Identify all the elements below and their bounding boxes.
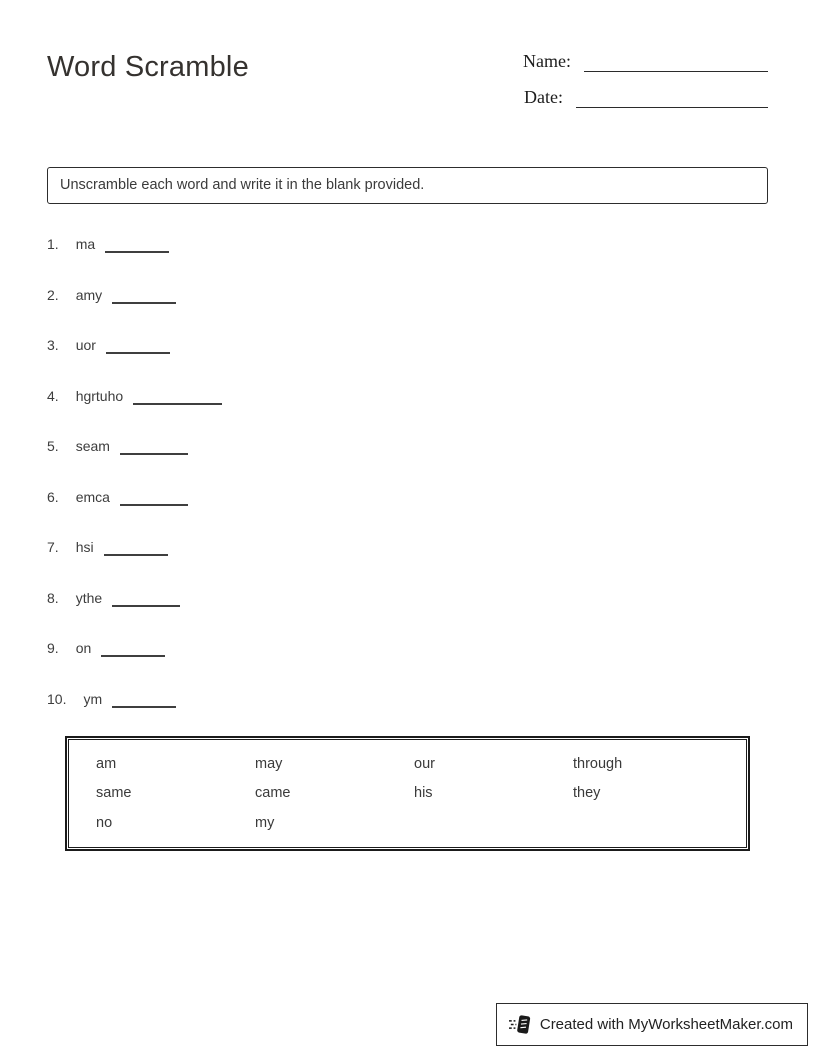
problem-number: 7. — [47, 539, 59, 555]
scrambled-word: hgrtuho — [75, 387, 124, 404]
answer-blank — [112, 694, 176, 708]
date-field-row — [523, 87, 768, 108]
name-date-block — [523, 51, 768, 123]
page-title: Word Scramble — [47, 51, 249, 83]
problem-number: 4. — [47, 387, 59, 404]
problem-row — [47, 235, 768, 254]
scrambled-word: on — [75, 640, 92, 656]
word-bank-word: through — [573, 756, 623, 772]
answer-blank — [101, 643, 165, 657]
answer-blank — [112, 593, 180, 607]
footer-text: Created with MyWorksheetMaker.com — [539, 1016, 793, 1033]
scrambled-word: seam — [75, 438, 110, 454]
instructions-text: Unscramble each word and write it in the blank provided. — [60, 177, 425, 193]
word-bank-word: they — [573, 785, 601, 802]
problem-number: 5. — [47, 438, 59, 454]
problem-number: 3. — [47, 337, 59, 353]
problem-row — [47, 639, 768, 658]
problem-number: 9. — [47, 640, 59, 656]
problem-row — [47, 387, 768, 406]
name-label: Name: — [523, 51, 571, 71]
word-bank-word: his — [414, 785, 433, 802]
problem-number: 1. — [47, 236, 59, 252]
problem-number: 8. — [47, 589, 59, 606]
answer-blank — [112, 290, 176, 304]
answer-blank — [120, 492, 188, 506]
scrambled-word: amy — [75, 286, 103, 303]
scrambled-word: ma — [75, 236, 96, 252]
date-write-line — [576, 94, 768, 108]
problem-row — [47, 286, 768, 305]
problem-number: 2. — [47, 286, 59, 303]
problem-row — [47, 589, 768, 608]
name-field-row — [523, 51, 768, 72]
scrambled-word: uor — [75, 337, 96, 353]
answer-blank — [106, 340, 170, 354]
word-bank-word: my — [255, 814, 275, 831]
word-bank-word: came — [255, 785, 291, 802]
word-bank-word: am — [96, 756, 117, 772]
date-label: Date: — [524, 87, 563, 107]
scrambled-word: ym — [83, 690, 103, 707]
problem-number: 10. — [47, 690, 67, 707]
worksheet-header — [47, 47, 768, 123]
problem-number: 6. — [47, 488, 59, 505]
created-with-badge — [496, 1003, 808, 1046]
problem-row — [47, 437, 768, 456]
problem-row — [47, 690, 768, 709]
scrambled-word: hsi — [75, 539, 94, 555]
problem-row — [47, 488, 768, 507]
word-bank-word: our — [414, 756, 435, 772]
word-bank-grid — [96, 750, 746, 838]
scrambled-word: ythe — [75, 589, 103, 606]
answer-blank — [105, 239, 169, 253]
problem-row — [47, 538, 768, 557]
word-bank — [65, 736, 750, 851]
answer-blank — [104, 542, 168, 556]
worksheet-maker-logo-icon — [509, 1013, 531, 1036]
problem-list — [47, 235, 768, 709]
answer-blank — [133, 391, 222, 405]
word-bank-word: same — [96, 785, 132, 802]
scrambled-word: emca — [75, 488, 110, 505]
word-bank-word: no — [96, 814, 113, 831]
instructions-box — [47, 167, 768, 204]
word-bank-inner-border — [68, 739, 747, 848]
answer-blank — [120, 441, 188, 455]
name-write-line — [584, 58, 768, 72]
problem-row — [47, 336, 768, 355]
word-bank-word: may — [255, 756, 283, 772]
